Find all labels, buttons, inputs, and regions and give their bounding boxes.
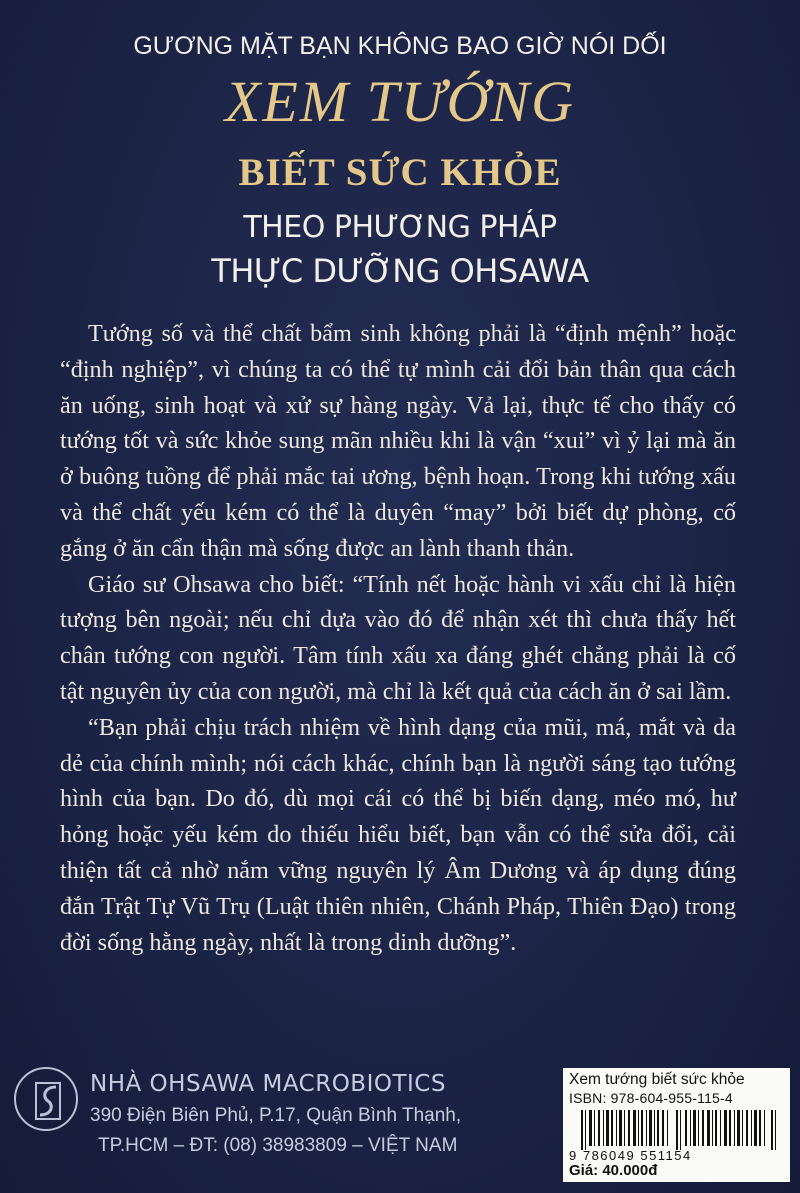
tagline: GƯƠNG MẶT BẠN KHÔNG BAO GIỜ NÓI DỐI	[133, 32, 667, 60]
publisher-logo-icon	[14, 1067, 78, 1131]
barcode-icon	[579, 1110, 779, 1150]
publisher-address: 390 Điện Biên Phủ, P.17, Quận Bình Thạnh,	[90, 1105, 462, 1126]
barcode-digits: 9 786049 551154	[569, 1148, 692, 1163]
method-line-2: THỰC DƯỠNG OHSAWA	[211, 252, 589, 290]
publisher-contact: TP.HCM – ĐT: (08) 38983809 – VIỆT NAM	[98, 1135, 458, 1156]
back-cover-text	[60, 316, 736, 960]
publisher-block	[14, 1067, 554, 1167]
isbn: ISBN: 978-604-955-115-4	[569, 1090, 733, 1106]
method-line-1: THEO PHƯƠNG PHÁP	[243, 210, 557, 245]
publisher-name: NHÀ OHSAWA MACROBIOTICS	[90, 1071, 446, 1097]
barcode-label	[563, 1068, 790, 1182]
paragraph: “Bạn phải chịu trách nhiệm về hình dạng của mũi, má, mắt và da dẻ của chính mình; nói cách khác, chính bạn là người sáng tạo tướng hình của bạn. Do đó, dù mọi cái có thể bị biến dạng, méo mó, hư hỏng hoặc yếu kém do thiếu hiểu biết, bạn vẫn có thể sửa đổi, cải thiện tất cả nhờ nắm vững nguyên lý Âm Dương và áp dụng đúng đắn Trật Tự Vũ Trụ (Luật thiên nhiên, Chánh Pháp, Thiên Đạo) trong đời sống hằng ngày, nhất là trong dinh dưỡng”.	[60, 713, 736, 956]
paragraph: Giáo sư Ohsawa cho biết: “Tính nết hoặc hành vi xấu chỉ là hiện tượng bên ngoài; nếu chỉ dựa vào đó để nhận xét thì chưa thấy hết chân tướng con người. Tâm tính xấu xa đáng ghét chẳng phải là cố tật nguyên ủy của con người, mà chỉ là kết quả của cách ăn ở sai lầm.	[60, 570, 736, 705]
barcode-book-title: Xem tướng biết sức khỏe	[569, 1071, 745, 1088]
paragraph: Tướng số và thể chất bẩm sinh không phải là “định mệnh” hoặc “định nghiệp”, vì chúng ta có thể tự mình cải đổi bản thân qua cách ăn uống, sinh hoạt và xử sự hàng ngày. Vả lại, thực tế cho thấy có tướng tốt và sức khỏe sung mãn nhiều khi là vận “xui” vì ỷ lại mà ăn ở buông tuồng để phải mắc tai ương, bệnh hoạn. Trong khi tướng xấu và thể chất yếu kém có thể là duyên “may” bởi biết dự phòng, cố gắng ở ăn cẩn thận mà sống được an lành thanh thản.	[60, 320, 736, 562]
book-title: XEM TƯỚNG	[224, 69, 576, 134]
price: Giá: 40.000đ	[569, 1162, 658, 1179]
book-subtitle: BIẾT SỨC KHỎE	[238, 151, 562, 194]
